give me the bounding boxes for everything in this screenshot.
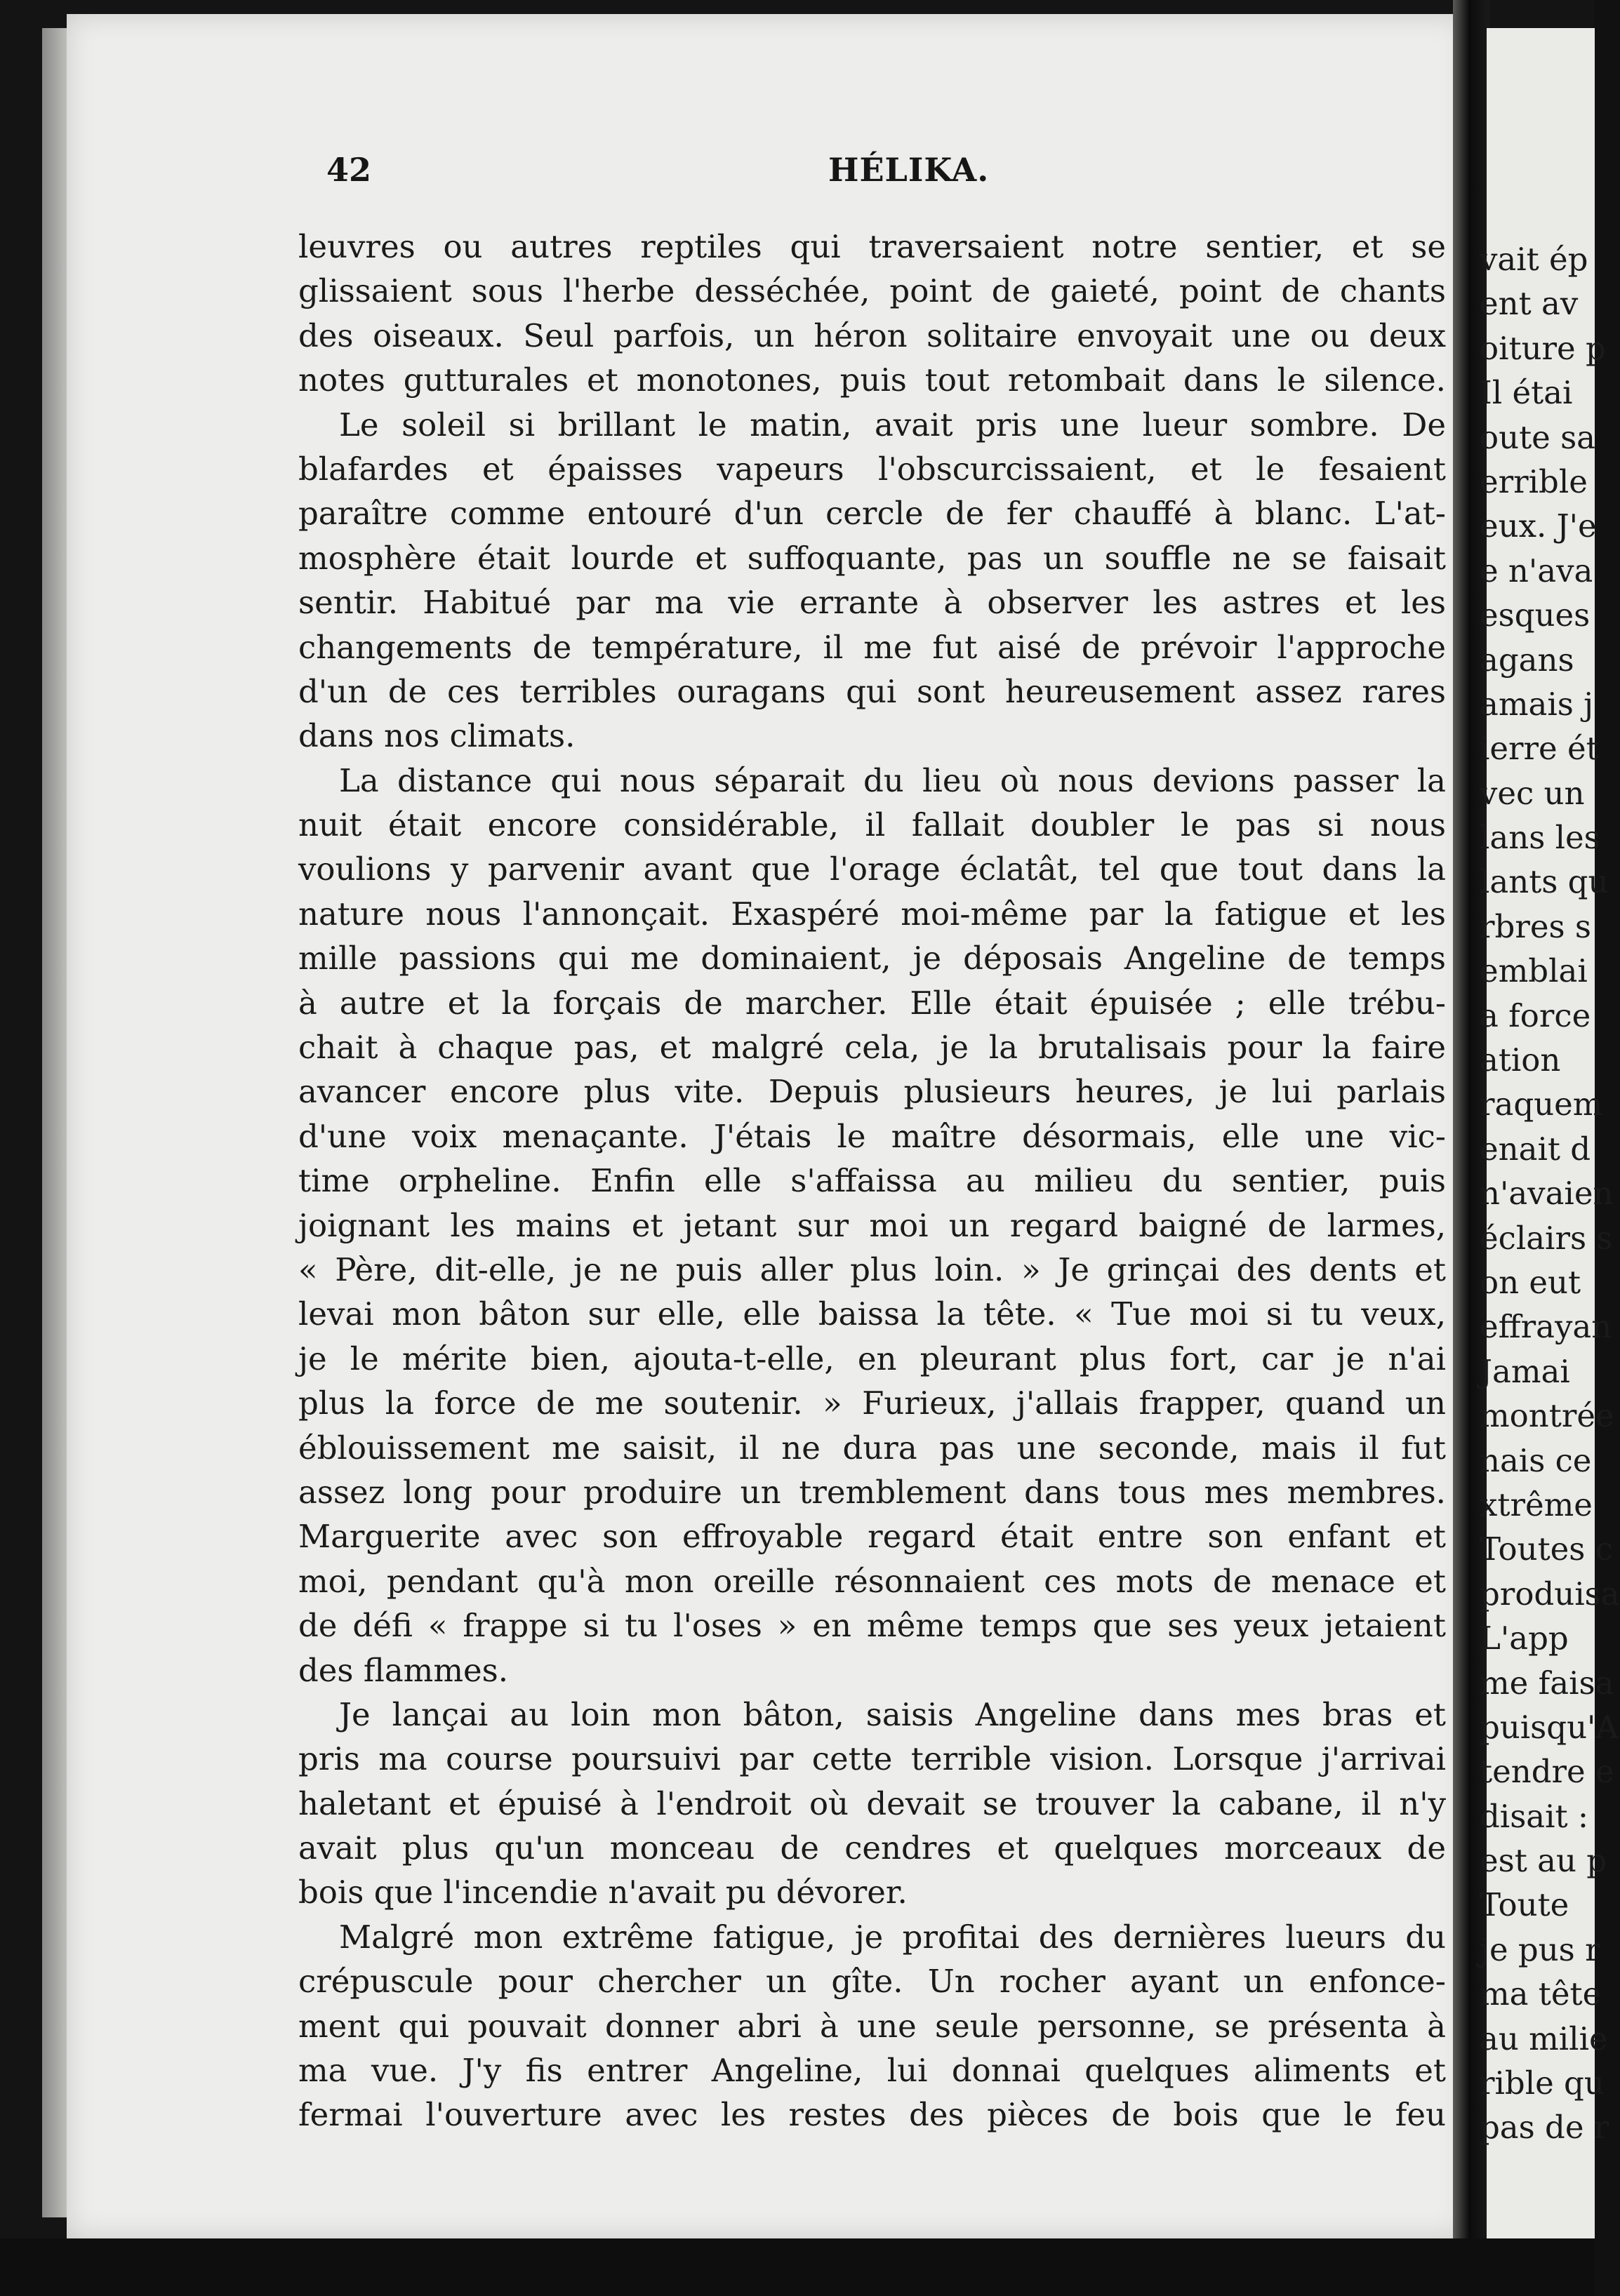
- right-page-line-fragment: emblai: [1480, 952, 1588, 990]
- right-page-line-fragment: raquem: [1480, 1086, 1603, 1123]
- right-page-line-fragment: lants qu: [1480, 863, 1609, 901]
- text-line: mosphère était lourde et suffoquante, pas un souffle ne se faisait: [298, 539, 1446, 577]
- text-line: sentir. Habitué par ma vie errante à observer les astres et les: [298, 584, 1446, 622]
- text-line: changements de température, il me fut aisé de prévoir l'approche: [298, 628, 1446, 666]
- right-page-line-fragment: xtrême: [1480, 1486, 1593, 1523]
- right-page-line-fragment: me faisa: [1480, 1664, 1614, 1702]
- right-page-line-fragment: vec un: [1480, 774, 1585, 812]
- text-line: des flammes.: [298, 1651, 509, 1689]
- right-page-line-fragment: e n'ava: [1480, 552, 1593, 589]
- text-line: Le soleil si brillant le matin, avait pris une lueur sombre. De: [339, 406, 1446, 443]
- text-line: des oiseaux. Seul parfois, un héron solitaire envoyait une ou deux: [298, 316, 1446, 354]
- right-page-line-fragment: agans: [1480, 641, 1574, 679]
- text-line: blafardes et épaisses vapeurs l'obscurcissaient, et le fesaient: [298, 450, 1446, 488]
- right-page-line-fragment: éclairs s: [1480, 1219, 1613, 1257]
- text-line: chait à chaque pas, et malgré cela, je la brutalisais pour la faire: [298, 1029, 1446, 1067]
- text-line: bois que l'incendie n'avait pu dévorer.: [298, 1874, 908, 1911]
- right-page-text-fragments: [1480, 237, 1620, 2150]
- right-page-line-fragment: lans les: [1480, 819, 1600, 857]
- right-page-line-fragment: effrayan: [1480, 1308, 1612, 1346]
- right-page-line-fragment: nais ce: [1480, 1441, 1592, 1479]
- text-line: à autre et la forçais de marcher. Elle était épuisée ; elle trébu-: [298, 984, 1446, 1022]
- text-line: Marguerite avec son effroyable regard était entre son enfant et: [298, 1518, 1446, 1556]
- text-line: nature nous l'annonçait. Exaspéré moi-même par la fatigue et les: [298, 895, 1446, 933]
- right-page-line-fragment: enait d: [1480, 1130, 1591, 1168]
- text-line: je le mérite bien, ajouta-t-elle, en pleurant plus fort, car je n'ai: [298, 1340, 1446, 1377]
- text-line: assez long pour produire un tremblement dans tous mes membres.: [298, 1473, 1446, 1511]
- right-page-line-fragment: Toute: [1480, 1886, 1569, 1924]
- text-line: leuvres ou autres reptiles qui traversaient notre sentier, et se: [298, 228, 1446, 265]
- right-page-line-fragment: n'avaien: [1480, 1175, 1614, 1213]
- page-body-text: [298, 225, 1446, 2137]
- right-page-line-fragment: vait ép: [1480, 241, 1588, 278]
- text-line: levai mon bâton sur elle, elle baissa la tête. « Tue moi si tu veux,: [298, 1295, 1446, 1333]
- text-line: time orpheline. Enfin elle s'affaissa au milieu du sentier, puis: [298, 1162, 1446, 1200]
- text-line: de défi « frappe si tu l'oses » en même temps que ses yeux jetaient: [298, 1607, 1446, 1645]
- right-page-line-fragment: je pus r: [1480, 1930, 1600, 1968]
- text-line: avancer encore plus vite. Depuis plusieurs heures, je lui parlais: [298, 1073, 1446, 1111]
- right-page-line-fragment: est au p: [1480, 1842, 1607, 1880]
- right-page-line-fragment: L'app: [1480, 1620, 1569, 1657]
- text-line: fermai l'ouverture avec les restes des pièces de bois que le feu: [298, 2096, 1446, 2134]
- text-line: La distance qui nous séparait du lieu où nous devions passer la: [339, 761, 1446, 799]
- text-line: mille passions qui me dominaient, je déposais Angeline de temps: [298, 940, 1446, 977]
- scan-bottom-border: [0, 2238, 1595, 2296]
- text-line: Malgré mon extrême fatigue, je profitai des dernières lueurs du: [339, 1918, 1446, 1956]
- text-line: éblouissement me saisit, il ne dura pas une seconde, mais il fut: [298, 1429, 1446, 1467]
- text-line: ma vue. J'y fis entrer Angeline, lui donnai quelques aliments et: [298, 2052, 1446, 2090]
- text-line: avait plus qu'un monceau de cendres et quelques morceaux de: [298, 1829, 1446, 1867]
- text-line: haletant et épuisé à l'endroit où devait se trouver la cabane, il n'y: [298, 1784, 1446, 1822]
- right-page-line-fragment: pas de r: [1480, 2109, 1609, 2147]
- right-page-line-fragment: oiture p: [1480, 329, 1606, 367]
- right-page-line-fragment: rbres s: [1480, 907, 1591, 945]
- right-page-line-fragment: produisa: [1480, 1575, 1620, 1613]
- text-line: d'une voix menaçante. J'étais le maître désormais, elle une vic-: [298, 1117, 1446, 1155]
- right-page-line-fragment: amais j: [1480, 685, 1594, 723]
- right-page-line-fragment: tendre e: [1480, 1753, 1614, 1791]
- text-line: dans nos climats.: [298, 717, 576, 755]
- right-page-line-fragment: on eut: [1480, 1263, 1581, 1301]
- text-line: notes gutturales et monotones, puis tout retombait dans le silence.: [298, 361, 1446, 399]
- text-line: « Père, dit-elle, je ne puis aller plus loin. » Je grinçai des dents et: [298, 1250, 1446, 1288]
- text-line: crépuscule pour chercher un gîte. Un rocher ayant un enfonce-: [298, 1963, 1446, 2001]
- text-line: plus la force de me soutenir. » Furieux, j'allais frapper, quand un: [298, 1384, 1446, 1422]
- right-page-line-fragment: montrée: [1480, 1397, 1614, 1435]
- right-page-line-fragment: ierre ét: [1480, 730, 1599, 768]
- text-line: glissaient sous l'herbe desséchée, point de gaieté, point de chants: [298, 272, 1446, 310]
- text-line: nuit était encore considérable, il fallait doubler le pas si nous: [298, 806, 1446, 844]
- right-page-line-fragment: ation: [1480, 1041, 1561, 1079]
- text-line: ment qui pouvait donner abri à une seule personne, se présenta à: [298, 2007, 1446, 2045]
- right-page-line-fragment: puisqu'A: [1480, 1708, 1619, 1746]
- text-line: paraître comme entouré d'un cercle de fer chauffé à blanc. L'at-: [298, 495, 1446, 533]
- text-line: pris ma course poursuivi par cette terrible vision. Lorsque j'arrivai: [298, 1740, 1446, 1778]
- text-line: d'un de ces terribles ouragans qui sont heureusement assez rares: [298, 672, 1446, 710]
- right-page-line-fragment: oute sa: [1480, 418, 1596, 456]
- text-line: voulions y parvenir avant que l'orage éclatât, tel que tout dans la: [298, 850, 1446, 888]
- right-page-line-fragment: rible qu: [1480, 2064, 1605, 2102]
- right-page-line-fragment: errible: [1480, 462, 1588, 500]
- text-line: moi, pendant qu'à mon oreille résonnaient ces mots de menace et: [298, 1562, 1446, 1600]
- right-page-line-fragment: eux. J'e: [1480, 507, 1597, 545]
- right-page-line-fragment: Toutes c: [1480, 1530, 1613, 1568]
- right-page-line-fragment: Jamai: [1480, 1352, 1570, 1390]
- right-page-line-fragment: ma tête: [1480, 1975, 1602, 2013]
- right-page-line-fragment: ent av: [1480, 285, 1579, 323]
- page-number: 42: [326, 151, 372, 189]
- right-page-line-fragment: au milie: [1480, 2020, 1608, 2057]
- text-line: joignant les mains et jetant sur moi un regard baigné de larmes,: [298, 1206, 1446, 1244]
- running-title: HÉLIKA.: [828, 151, 990, 189]
- right-page-line-fragment: Il étai: [1480, 374, 1573, 412]
- text-line: Je lançai au loin mon bâton, saisis Angeline dans mes bras et: [339, 1695, 1446, 1733]
- right-page-line-fragment: a force: [1480, 996, 1591, 1034]
- right-page-line-fragment: esques: [1480, 596, 1591, 634]
- right-page-line-fragment: disait :: [1480, 1797, 1589, 1835]
